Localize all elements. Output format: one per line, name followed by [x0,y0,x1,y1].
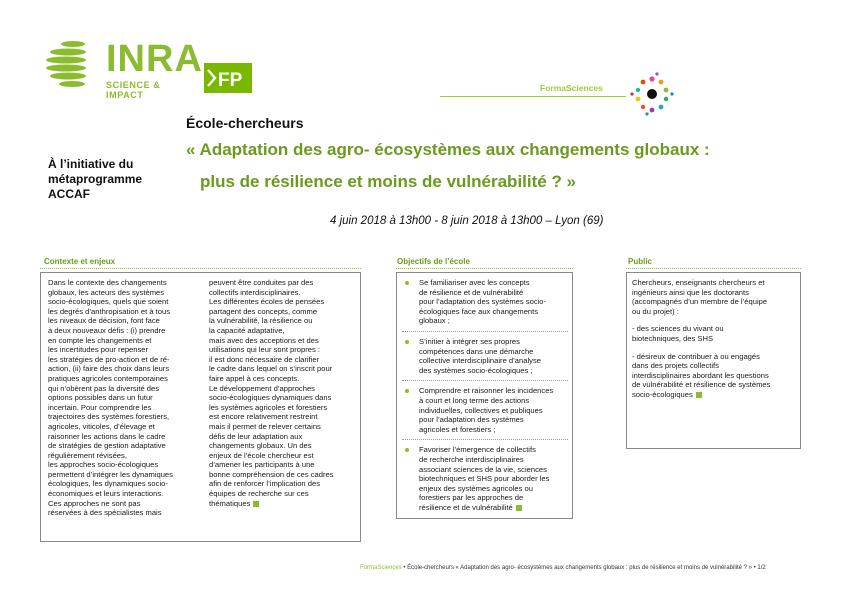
text-line: équipes de recherche sur ces [209,489,309,499]
text-line: globaux, les acteurs des systèmes [48,287,165,297]
text-line: ou du projet) : [632,306,679,316]
text-line: résilience et de vulnérabilité [419,503,568,513]
formasciences-label: FormaSciences [540,83,603,93]
text-line: biotechniques et SHS pour aborder les [419,474,550,484]
text-line: incertain. Pour comprendre les [48,402,152,412]
text-line: associant sciences de la vie, sciences [419,464,547,474]
objectif-item [402,278,568,332]
text-line: afin de renforcer l’implication des [209,479,321,489]
text-line: est encore relativement restreint [209,412,318,422]
text-line: collectifs interdisciplinaires. [209,287,301,297]
text-line: enjeux de l’école chercheur est [209,450,314,460]
text-line: Dans le contexte des changements [48,278,167,287]
text-line: bonne compréhension de ces cadres [209,469,334,479]
bullet-icon [405,448,409,452]
public-rule [626,268,801,269]
contexte-heading: Contexte et enjeux [44,257,116,266]
footer-text: • École-chercheurs « Adaptation des agro- écosystèmes aux changements globaux : plus de résilience et moins de vulnérabilité ? » • 1/2 [403,565,766,571]
text-line: raisonner les actions dans le cadre [48,431,166,441]
text-line: Comprendre et raisonner les incidences [419,386,554,396]
page-title-line-1: « Adaptation des agro- écosystèmes aux changements globaux : [186,140,710,159]
text-line: économiques et leurs interactions. [48,489,164,499]
text-line: écologiques, les dynamiques socio- [48,479,168,489]
text-line: le cadre dans lequel on s’inscrit pour [209,364,333,374]
text-line: individuelles, collectives et publiques [419,405,543,415]
contexte-rule [40,268,361,269]
text-line: pour l’adaptation des systèmes socio- [419,297,547,307]
text-line: ingénieurs ainsi que les doctorants [632,287,749,297]
public-column [632,278,795,408]
text-line: options possibles dans un futur [48,393,153,403]
text-line: utilisations qui leur sont propres : [209,345,321,355]
bullet-icon [405,340,409,344]
text-line: réservées à des spécialistes mais [48,508,162,518]
public-item [632,352,795,400]
text-line: de résilience et de vulnérabilité [419,287,524,297]
text-line: à deux nouveaux défis : (i) prendre [48,325,166,335]
text-line: régulièrement révisées, [48,450,127,460]
text-line: permettent d’intégrer les dynamiques [48,469,173,479]
text-line: Le développement d’approches [209,383,315,393]
text-line: d’amener les participants à une [209,460,315,470]
text-line: pratiques agricoles contemporaines [48,373,168,383]
bullet-icon [405,281,409,285]
formasciences-dots-icon [628,70,676,118]
inra-wordmark: INRA [106,38,203,80]
text-line: agricoles et forestiers ; [419,424,496,434]
text-line: Chercheurs, enseignants chercheurs et [632,278,765,287]
text-line: S’initier à intégrer ses propres [419,336,520,346]
fp-logo [204,63,252,93]
text-line: pour l’adaptation des systèmes [419,415,524,425]
text-line: agricoles, viticoles, d’élevage et [48,421,155,431]
text-line: dans des projets collectifs [632,361,719,371]
text-line: socio-écologiques, quels que soient [48,297,169,307]
text-line: qui n’obèrent pas la diversité des [48,383,160,393]
end-square-icon [516,505,522,511]
text-line: la capacité adaptative, [209,325,285,335]
objectif-item [402,386,568,440]
text-line: de vulnérabilité et résilience de systèmes [632,380,771,390]
header-rule [440,96,626,97]
text-line: des systèmes socio-écologiques ; [419,365,533,375]
contexte-column-2 [209,278,353,508]
text-line: enjeux des systèmes agricoles ou [419,483,533,493]
text-line: interdisciplinaires abordant les questions [632,370,769,380]
text-line: socio-écologiques [632,390,795,400]
text-line: - désireux de contribuer à ou engagés [632,351,760,361]
public-intro [632,278,795,316]
text-line: action, (ii) faire des choix dans leurs [48,364,170,374]
text-line: collective interdisciplinaire d’analyse [419,356,541,366]
event-dates: 4 juin 2018 à 13h00 - 8 juin 2018 à 13h00 – Lyon (69) [330,215,604,227]
text-line: de stratégies de gestion adaptative [48,441,166,451]
text-line: Les différentes écoles de pensées [209,297,325,307]
text-line: (accompagnés d’un membre de l’équipe [632,297,768,307]
text-line: il est donc nécessaire de clarifier [209,354,320,364]
initiative-block [48,157,178,202]
globe-icon [46,38,100,90]
footer-brand: FormaSciences [360,565,402,571]
text-line: les incertitudes pour repenser [48,345,149,355]
end-square-icon [253,501,259,507]
objectif-item [402,445,568,517]
public-heading: Public [628,257,653,266]
text-line: la vulnérabilité, la résilience ou [209,316,313,326]
contexte-column-1 [48,278,200,518]
text-line: les stratégies de pro-action et de ré- [48,354,170,364]
text-line: - des sciences du vivant ou [632,324,724,334]
text-line: de recherche interdisciplinaires [419,454,524,464]
text-line: faire appel à ces concepts. [209,373,300,383]
initiative-line: ACCAF [48,187,90,201]
text-line: Se familiariser avec les concepts [419,278,530,287]
initiative-line: métaprogramme [48,172,143,186]
text-line: Ces approches ne sont pas [48,498,141,508]
text-line: mais avec des acceptions et des [209,335,319,345]
text-line: forestiers par les approches de [419,493,524,503]
fp-logo-text: FP [218,70,243,91]
text-line: écologiques face aux changements [419,306,539,316]
objectifs-heading: Objectifs de l’école [397,257,470,266]
text-line: mais il permet de relever certains [209,421,321,431]
page-title-line-2: plus de résilience et moins de vulnérabilité ? » [200,172,577,191]
text-line: peuvent être conduites par des [209,278,314,287]
inra-tagline: SCIENCE & IMPACT [106,80,161,100]
bullet-icon [405,389,409,393]
text-line: trajectoires des systèmes forestiers, [48,412,170,422]
text-line: les systèmes agricoles et forestiers [209,402,328,412]
end-square-icon [696,392,702,398]
text-line: socio-écologiques dynamiques dans [209,393,332,403]
text-line: compétences dans une démarche [419,346,534,356]
objectifs-rule [396,268,573,269]
text-line: biotechniques, des SHS [632,333,714,343]
text-line: en compte les changements et [48,335,152,345]
objectifs-list [402,278,568,522]
text-line: les niveaux de décision, font face [48,316,160,326]
text-line: les approches socio-écologiques [48,460,159,470]
text-line: thématiques [209,499,353,509]
inra-logo [46,38,203,100]
ecole-chercheurs-label: École-chercheurs [186,115,304,131]
text-line: Favoriser l’émergence de collectifs [419,445,536,455]
text-line: défis de leur adaptation aux [209,431,303,441]
text-line: globaux ; [419,316,450,326]
text-line: changements globaux. Un des [209,441,312,451]
text-line: partagent des concepts, comme [209,306,318,316]
text-line: à court et long terme des actions [419,395,530,405]
footer [360,565,766,571]
public-item [632,324,795,343]
objectif-item [402,337,568,381]
initiative-line: À l’initiative du [48,157,134,171]
text-line: les degrés d’anthropisation et à tous [48,306,171,316]
